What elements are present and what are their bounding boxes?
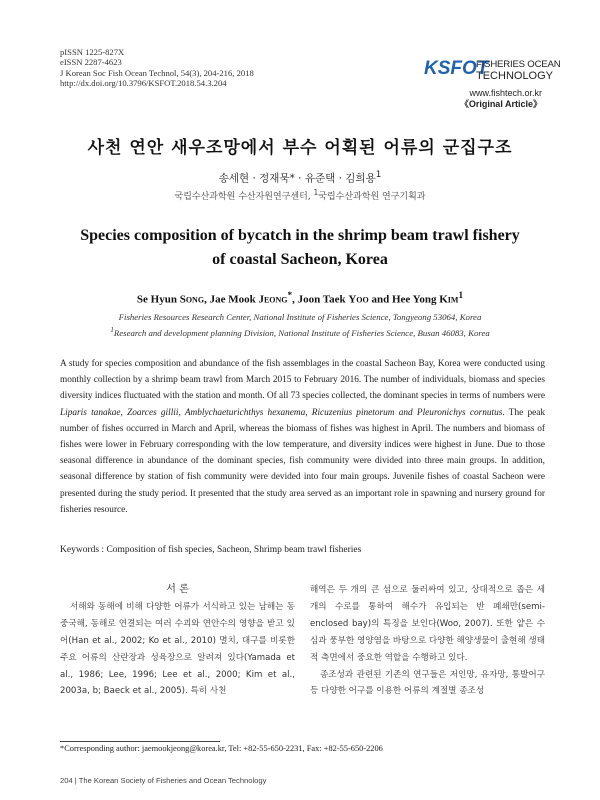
- affiliation-korean-sup: 1: [313, 188, 319, 197]
- affiliation-korean-b: 국립수산과학원 연구기획과: [318, 192, 426, 202]
- abstract: [60, 356, 545, 518]
- author-1-last: Song: [179, 293, 205, 306]
- corresponding-author: *Corresponding author: jaemookjeong@korea.kr, Tel: +82-55-650-2231, Fax: +82-55-650-2206: [60, 744, 383, 753]
- affiliation-korean-a: 국립수산과학원 수산자원연구센터,: [174, 192, 311, 202]
- affiliation-korean: [0, 188, 600, 202]
- author-4-first: Hee Yong: [391, 293, 440, 306]
- keywords: Keywords : Composition of fish species, Sacheon, Shrimp beam trawl fisheries: [60, 545, 362, 555]
- authors-korean-text: 송세현 · 정재묵* · 유준택 · 김희용: [218, 172, 376, 185]
- intro-right-paragraph-2: 종조성과 관련된 기존의 연구들은 저인망, 유자망, 통발어구 등 다양한 어구를 이용한 어류의 계절별 종조성: [310, 669, 545, 697]
- intro-left-paragraph: 서해와 동해에 비해 다양한 어류가 서식하고 있는 남해는 동중국해, 동해로 연결되는 여러 수괴와 연안수의 영향을 받고 있어(Han et al., 2002; Ko et al., 2010) 멸치, 대구를 비롯한 주요 어류의 산란장과 성육장으로 알려져 있다(Yamada et al., 1986; Lee, 1996; Lee et al., 2000; Kim et al., 2003a, b; Baeck et al., 2005). 특히 사천: [60, 601, 295, 697]
- affiliation-english-1: Fisheries Resources Research Center, National Institute of Fisheries Science, Tongyeong 53064, Korea: [118, 312, 482, 322]
- author-separator: ,: [292, 293, 298, 306]
- footnote-divider: [60, 741, 220, 742]
- intro-right-column: [310, 582, 545, 700]
- page-footer: 204 | The Korean Society of Fisheries and Ocean Technology: [60, 776, 267, 785]
- abstract-species: Liparis tanakae, Zoarces gillii, Amblychaeturichthys hexanema, Ricuzenius pinetorum and Pleuronichys cornutus: [60, 407, 503, 418]
- title-korean: 사천 연안 새우조망에서 부수 어획된 어류의 군집구조: [87, 138, 513, 158]
- abstract-part-1: A study for species composition and abundance of the fish assemblages in the coastal Sacheon Bay, Korea were conducted using monthly collection by a shrimp beam trawl from March 2015 to February 2016. The number of individuals, biomass and species diversity indices fluctuated with the station and month. Of all 73 species collected, the dominant species in terms of numbers were: [60, 359, 545, 402]
- author-2-last: Jeong: [258, 293, 288, 306]
- authors-korean: [0, 170, 600, 186]
- author-2-first: Jae Mook: [209, 293, 259, 306]
- doi-link[interactable]: http://dx.doi.org/10.3796/KSFOT.2018.54.3.204: [60, 78, 227, 89]
- journal-logo: [424, 58, 561, 82]
- author-2-mark: *: [287, 290, 293, 300]
- pissn: pISSN 1225-827X: [60, 47, 125, 57]
- author-3-last: Yoo: [348, 293, 369, 306]
- title-english-line-2: of coastal Sacheon, Korea: [212, 251, 388, 268]
- logo-line-2: TECHNOLOGY: [476, 70, 554, 82]
- affiliation-english-2-line: [40, 324, 560, 339]
- affiliation-english-2-sup: 1: [110, 324, 114, 334]
- author-1-first: Se Hyun: [136, 293, 180, 306]
- title-english-line-1: Species composition of bycatch in the shrimp beam trawl fishery: [80, 227, 520, 244]
- affiliation-english: [40, 311, 560, 339]
- authors-english: [0, 290, 600, 306]
- article-type: 《Original Article》: [459, 99, 542, 109]
- website-link[interactable]: www.fishtech.or.kr: [469, 88, 542, 98]
- ksfot-logo-mark: KSFOT: [424, 58, 489, 79]
- article-meta: [60, 47, 254, 89]
- authors-korean-sup: 1: [375, 170, 382, 180]
- logo-line-1: FISHERIES OCEAN: [476, 59, 561, 70]
- citation: J Korean Soc Fish Ocean Technol, 54(3), 204-216, 2018: [60, 67, 254, 78]
- author-and: and: [368, 293, 392, 306]
- author-separator: ,: [204, 293, 210, 306]
- abstract-part-2: . The peak number of fishes occurred in March and April, whereas the biomass of fishes was highest in April. The numbers and biomass of fishes were lower in February corresponding with the low temperature, and diversity indices were highest in June. Due to those seasonal difference in abundance of the dominant species, fish community were divided into three main groups. In addition, seasonal difference by station of fish community were devided into four main groups. Juvenile fishes of coastal Sacheon were presented during the study period. It presented that the study area served as an important role in spawning and nursery ground for fisheries resource.: [60, 407, 545, 515]
- intro-right-paragraph-1: 해역은 두 개의 큰 섬으로 둘러싸여 있고, 상대적으로 좁은 세 개의 수로를 통하여 해수가 유입되는 반 폐쇄만(semi-enclosed bay)의 특징을 보인다(Woo, 2007). 또한 얕은 수심과 풍부한 영양염을 바탕으로 다양한 해양생물이 출현해 생태적 측면에서 중요한 역할을 수행하고 있다.: [310, 585, 545, 663]
- eissn: eISSN 2287-4623: [60, 57, 122, 68]
- intro-left-column: [60, 582, 295, 700]
- author-4-last: Kim: [439, 293, 459, 306]
- journal-site: [460, 88, 542, 110]
- title-english: [40, 224, 560, 272]
- author-4-sup: 1: [458, 290, 464, 300]
- intro-heading: 서 론: [166, 584, 189, 595]
- affiliation-english-2: Research and development planning Division, National Institute of Fisheries Science, Busan 46083, Korea: [113, 327, 490, 338]
- author-3-first: Joon Taek: [297, 293, 349, 306]
